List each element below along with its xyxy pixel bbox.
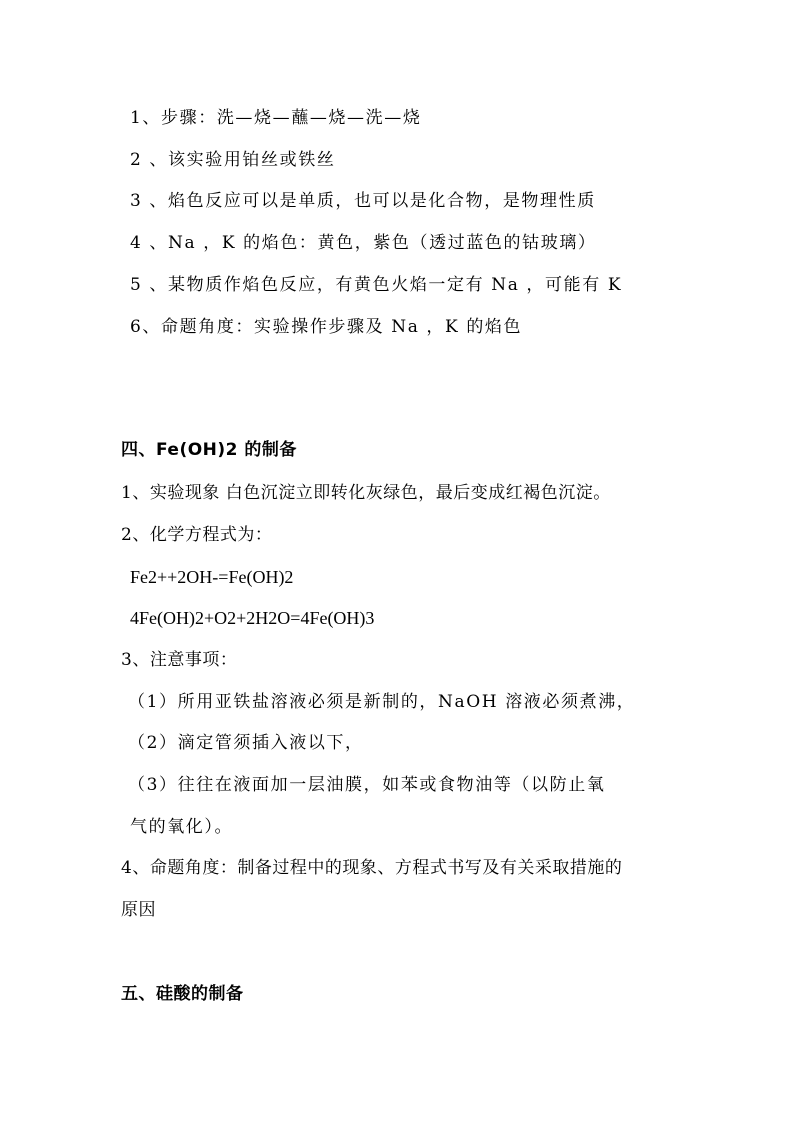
section4-note-1: （1）所用亚铁盐溶液必须是新制的，NaOH 溶液必须煮沸， — [128, 692, 636, 712]
section5-heading: 五、硅酸的制备 — [121, 984, 244, 1004]
section4-note-2: （2）滴定管须插入液以下， — [128, 733, 364, 753]
section3-item-1: 1、步骤：洗—烧—蘸—烧—洗—烧 — [130, 108, 422, 128]
section4-notes-label: 3、注意事项： — [121, 650, 238, 670]
section4-equation-2: 4Fe(OH)2+O2+2H2O=4Fe(OH)3 — [130, 608, 375, 628]
section3-item-5: 5 、某物质作焰色反应，有黄色火焰一定有 Na ，可能有 K — [130, 275, 623, 295]
section3-item-3: 3 、焰色反应可以是单质，也可以是化合物，是物理性质 — [130, 191, 596, 211]
section3-item-6: 6、命题角度：实验操作步骤及 Na ，K 的焰色 — [130, 317, 523, 337]
section4-angle-line-2: 原因 — [121, 900, 156, 920]
section4-equation-label: 2、化学方程式为： — [121, 525, 273, 545]
section3-item-2: 2 、该实验用铂丝或铁丝 — [130, 150, 336, 170]
section4-note-3-line-1: （3）往往在液面加一层油膜，如苯或食物油等（以防止氧 — [128, 775, 606, 795]
section4-heading: 四、Fe(OH)2 的制备 — [121, 440, 297, 460]
section4-angle-line-1: 4、命题角度：制备过程中的现象、方程式书写及有关采取措施的 — [121, 858, 623, 878]
section3-item-4: 4 、Na ，K 的焰色：黄色，紫色（透过蓝色的钴玻璃） — [130, 233, 597, 253]
section4-note-3-line-2: 气的氧化）。 — [130, 817, 234, 837]
section4-equation-1: Fe2++2OH-=Fe(OH)2 — [130, 567, 294, 587]
section4-phenomenon: 1、实验现象 白色沉淀立即转化灰绿色，最后变成红褐色沉淀。 — [121, 483, 611, 503]
